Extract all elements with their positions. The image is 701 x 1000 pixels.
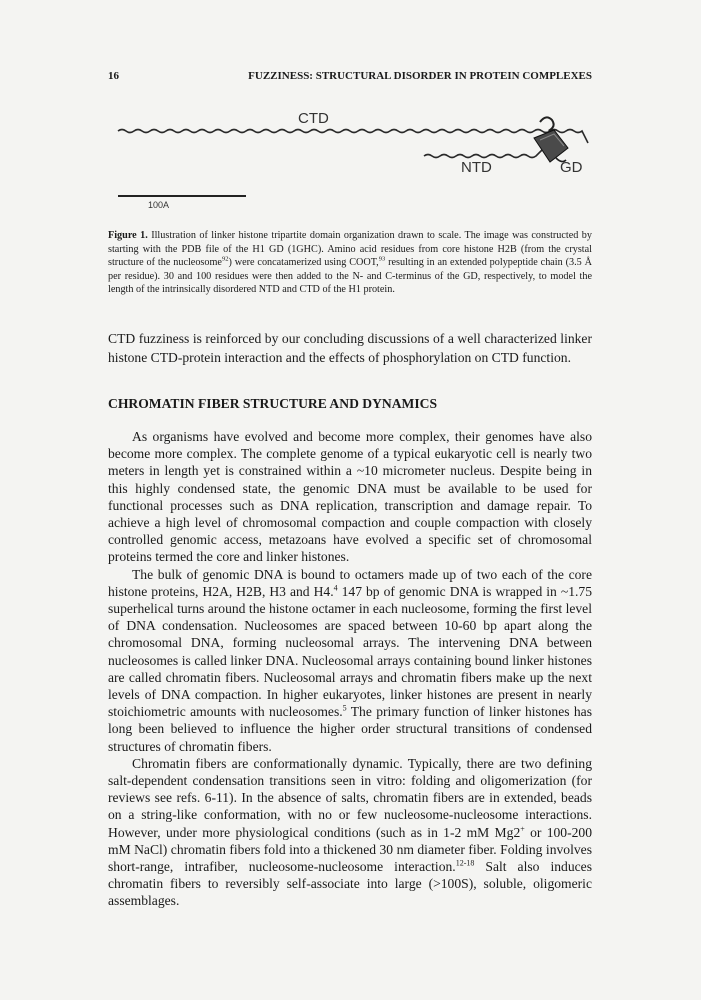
caption-label: Figure 1. xyxy=(108,230,148,241)
gd-label: GD xyxy=(560,159,583,176)
histone-domain-illustration xyxy=(108,100,592,218)
running-header xyxy=(108,70,592,82)
globular-domain xyxy=(534,117,568,162)
paragraph-2: The bulk of genomic DNA is bound to octamers made up of two each of the core histone proteins, H2A, H2B, H3 and H4.$^4$ 147 bp of genomic DNA is wrapped in ~1.75 superhelical turns around the histone octamer in each nucleosome, forming the first level of DNA condensation. Nucleosomes are spaced between 10-60 bp apart along the chromosomal DNA, forming nucleosomal arrays. The intervening DNA between nucleosomes is called linker DNA. Nucleosomal arrays containing bound linker histones are called chromatin fibers. Nucleosomal arrays and chromatin fibers make up the next levels of DNA compaction. In higher eukaryotes, linker histones are present in nearly stoichiometric amounts with nucleosomes.$^5$ The primary function of linker histones has long been believed to influence the higher order structural transitions of condensed structures of chromatin fibers. xyxy=(108,566,592,754)
paragraph-3: Chromatin fibers are conformationally dynamic. Typically, there are two defining salt-dependent condensation transitions seen in vitro: folding and oligomerization (for reviews see refs. 6-11). In the absence of salts, chromatin fibers are in extended, beads on a string-like conformation, with no or few nucleosome-nucleosome interactions. However, under more physiological conditions (such as in 1-2 mM Mg2+ or 100-200 mM NaCl) chromatin fibers fold into a thickened 30 nm diameter fiber. Folding involves short-range, intrafiber, nucleosome-nucleosome interaction.$^{12-18}$ Salt also induces chromatin fibers to reversibly self-associate into large (>100S), soluble, oligomeric assemblages. xyxy=(108,755,592,909)
ntd-chain xyxy=(424,148,544,158)
section-heading: CHROMATIN FIBER STRUCTURE AND DYNAMICS xyxy=(108,396,438,411)
ntd-label: NTD xyxy=(461,159,492,176)
figure-caption: Figure 1. Illustration of linker histone tripartite domain organization drawn to scale. The image was constructed by starting with the PDB file of the H1 GD (1GHC). Amino acid residues from core histone H2B (from the crystal structure of the nucleosome$^{92}$) were concatamerized using COOT,$^{93}$ resulting in an extended polypeptide chain (3.5 Å per residue). 30 and 100 residues were then added to the N- and C-terminus of the GD, respectively, to model the length of the intrinsically disordered NTD and CTD of the H1 protein. xyxy=(108,230,593,296)
paragraph-1: As organisms have evolved and become more complex, their genomes have also become more complex. The complete genome of a typical eukaryotic cell is nearly two meters in length yet is constrained within a ~10 micrometer nucleus. Despite being in this highly condensed state, the genomic DNA must be available to be used for functional processes such as DNA replication, transcription and damage repair. To achieve a high level of chromosomal compaction and couple compaction with closely controlled genomic access, metazoans have evolved a specific set of chromosomal proteins termed the core and linker histones. xyxy=(108,429,592,565)
ctd-chain xyxy=(118,130,588,144)
running-title: FUZZINESS: STRUCTURAL DISORDER IN PROTEIN COMPLEXES xyxy=(248,70,592,82)
intro-paragraph: CTD fuzziness is reinforced by our concluding discussions of a well characterized linker histone CTD-protein interaction and the effects of phosphorylation on CTD function. xyxy=(108,331,592,365)
page-number: 16 xyxy=(108,70,119,82)
section-body xyxy=(108,428,592,910)
ctd-label: CTD xyxy=(298,110,329,127)
figure-1 xyxy=(108,100,592,218)
scale-bar-label: 100A xyxy=(148,200,170,210)
